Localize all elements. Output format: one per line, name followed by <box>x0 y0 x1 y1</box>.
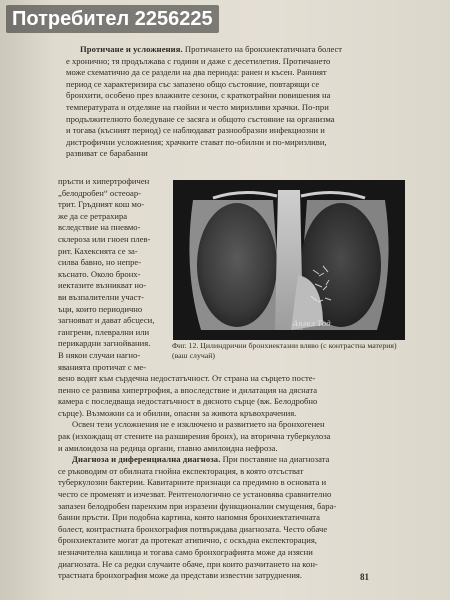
text-line: често се променят и изчезват. Рентгенологично се установява сравнително <box>58 488 332 499</box>
text-line: бронхити, особено през влажните сезони, с краткотрайни повишения на <box>66 90 331 101</box>
text-line: трит. Гръдният кош мо- <box>58 199 145 210</box>
chest-xray-image <box>173 180 405 340</box>
text-line: продължителното боледуване се засяга и общото състояние на организма <box>66 113 335 124</box>
text-line <box>58 454 418 466</box>
text-line <box>66 44 418 56</box>
text-line: пръсти и хипертрофичен <box>58 176 150 186</box>
page-number: 81 <box>360 572 369 582</box>
text-line: бронхиектазите могат да протекат атипично, с оскъдна експекторация, <box>58 535 317 546</box>
text-line: пенно се развива хипертрофия, а впоследствие и дилатация на дясната <box>58 384 318 395</box>
text-line: В някои случаи нагно- <box>58 349 141 360</box>
text-line: иектазите възникват но- <box>58 280 147 291</box>
section-heading: Диагноза и диференциална диагноза. <box>72 454 221 465</box>
text-line: сърце). Възможни са и обилни, опасни за живота кръвохрачения. <box>58 407 297 418</box>
text-line: се ръководим от обилната гнойна експекторация, в която отсъстват <box>58 465 304 476</box>
text-line: загнояват и дават абсцеси, <box>58 315 155 326</box>
text-line: „белодробен“ остеоар- <box>58 187 141 198</box>
text-line: Освен тези усложнения не е изключено и развитието на бронхогенен <box>72 419 325 430</box>
text-line: може схематично да се раздели на два периода: ранен и късен. Ранният <box>66 67 327 78</box>
top-paragraph <box>66 44 418 160</box>
bottom-paragraphs <box>58 373 418 582</box>
text-line: незначителна кашлица и тогава само бронхографията може да изясни <box>58 546 313 557</box>
text-line: вено водят към сърдечна недостатъчност. От страна на сърцето посте- <box>58 373 316 383</box>
text-line: трастната бронхография може да представи известни затруднения. <box>58 570 303 581</box>
text-line: и тогава (късният период) се наблюдават разнообразни инфекциозни и <box>66 125 325 136</box>
text-line: запазен белодробен паренхим при изразени функционални смущения, бара- <box>58 500 337 511</box>
text-line: же да се ретрахира <box>58 210 128 221</box>
text-line: ъци, които периодично <box>58 303 143 314</box>
text-line: рит. Кахексията се за- <box>58 245 138 256</box>
text-line: е хронично; тя продължава с години и даже с десетилетия. Протичането <box>66 55 331 66</box>
line-text: Протичането на бронхиектатичната болест <box>182 44 343 54</box>
text-line: туберкулозни бактерии. Кавитарните признаци са предимно в основата и <box>58 477 327 488</box>
text-line: къснато. Около бронх- <box>58 268 141 279</box>
text-line: вследствие на пневмо- <box>58 222 141 233</box>
text-line: развиват се барабанни <box>66 148 148 159</box>
text-line: дистрофични усложнения; храчките стават по-обилни и по-миризливи, <box>66 136 327 147</box>
watermark-username: Потребител 2256225 <box>6 5 219 33</box>
xray-figure <box>173 180 405 340</box>
text-line: рак (изхождащ от стените на разширения бронх), на вторична туберкулоза <box>58 430 331 441</box>
svg-text:Ангел Тод: Ангел Тод <box>293 320 331 328</box>
text-line: и амилоидоза на редица органи, главно амилоидна нефроза. <box>58 442 278 453</box>
section-heading: Протичане и усложнения. <box>80 44 183 54</box>
text-line: банни пръсти. При подобна картина, която напомня бронхиектатичната <box>58 512 320 523</box>
text-line: температурата и отделяне на гнойни и често миризливи храчки. По-при <box>66 101 329 112</box>
text-line: болест, контрастната бронхография потвърждава диагнозата. Често обаче <box>58 523 328 534</box>
text-line: яванията протичат с ме- <box>58 361 147 372</box>
text-line: перикардни загнойвания. <box>58 338 151 349</box>
text-line: силва бавно, но непре- <box>58 257 142 268</box>
text-line: гангрени, плеврални или <box>58 326 150 337</box>
text-line: период се характеризира със запазено общо състояние, повтарящи се <box>66 78 320 89</box>
figure-caption: Фиг. 12. Цилиндрични бронхиектазии вляво (с контрастна материя) (ваш случай) <box>172 341 397 360</box>
text-line: склероза или гноен плев- <box>58 233 151 244</box>
text-line: диагнозата. Не са редки случаите обаче, при които разчитането на кон- <box>58 558 318 569</box>
line-text: При поставяне на диагнозата <box>220 454 330 465</box>
left-column-text <box>58 176 170 373</box>
text-line: камера с последваща недостатъчност в дясното сърце (вж. Белодробно <box>58 396 318 407</box>
text-line: ви възпалителни участ- <box>58 291 144 302</box>
